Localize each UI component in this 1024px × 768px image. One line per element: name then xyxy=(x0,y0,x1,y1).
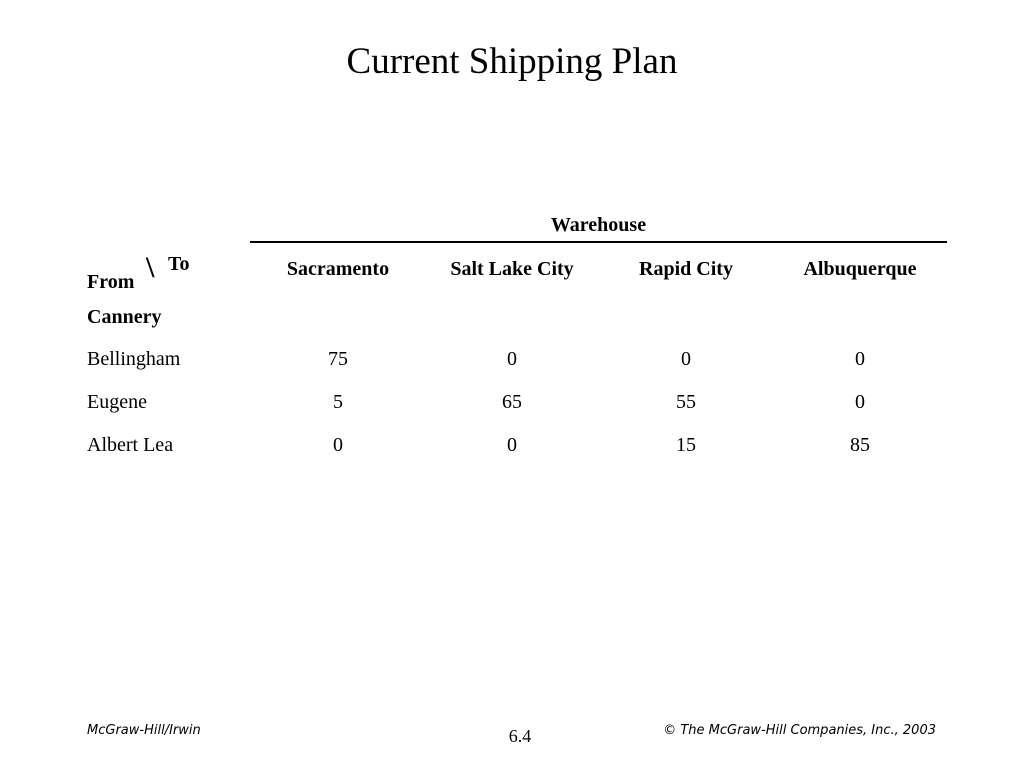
column-header-salt-lake-city: Salt Lake City xyxy=(450,258,574,280)
column-header-albuquerque: Albuquerque xyxy=(803,258,917,280)
table-cell: 5 xyxy=(333,391,343,413)
from-to-separator: \ xyxy=(146,251,155,284)
table-cell: 0 xyxy=(333,434,343,456)
table-cell: 0 xyxy=(855,391,865,413)
table-cell: 0 xyxy=(507,348,517,370)
footer-slide-number: 6.4 xyxy=(508,726,532,746)
cannery-row-header: Cannery xyxy=(87,306,162,328)
row-label-bellingham: Bellingham xyxy=(87,348,181,370)
row-label-albert-lea: Albert Lea xyxy=(87,434,174,456)
warehouse-header-rule xyxy=(250,241,947,243)
from-label: From xyxy=(87,271,135,293)
table-cell: 0 xyxy=(507,434,517,456)
table-cell: 0 xyxy=(681,348,691,370)
row-label-eugene: Eugene xyxy=(87,391,147,413)
footer-publisher: McGraw-Hill/Irwin xyxy=(87,723,201,738)
slide-title: Current Shipping Plan xyxy=(346,41,678,82)
table-cell: 15 xyxy=(676,434,696,456)
column-header-rapid-city: Rapid City xyxy=(639,258,733,280)
table-cell: 65 xyxy=(502,391,522,413)
table-cell: 75 xyxy=(328,348,348,370)
table-cell: 85 xyxy=(850,434,870,456)
warehouse-group-header: Warehouse xyxy=(550,214,647,236)
to-label: To xyxy=(168,253,190,275)
table-cell: 55 xyxy=(676,391,696,413)
table-cell: 0 xyxy=(855,348,865,370)
footer-copyright: © The McGraw-Hill Companies, Inc., 2003 xyxy=(663,723,936,738)
column-header-sacramento: Sacramento xyxy=(286,258,390,280)
